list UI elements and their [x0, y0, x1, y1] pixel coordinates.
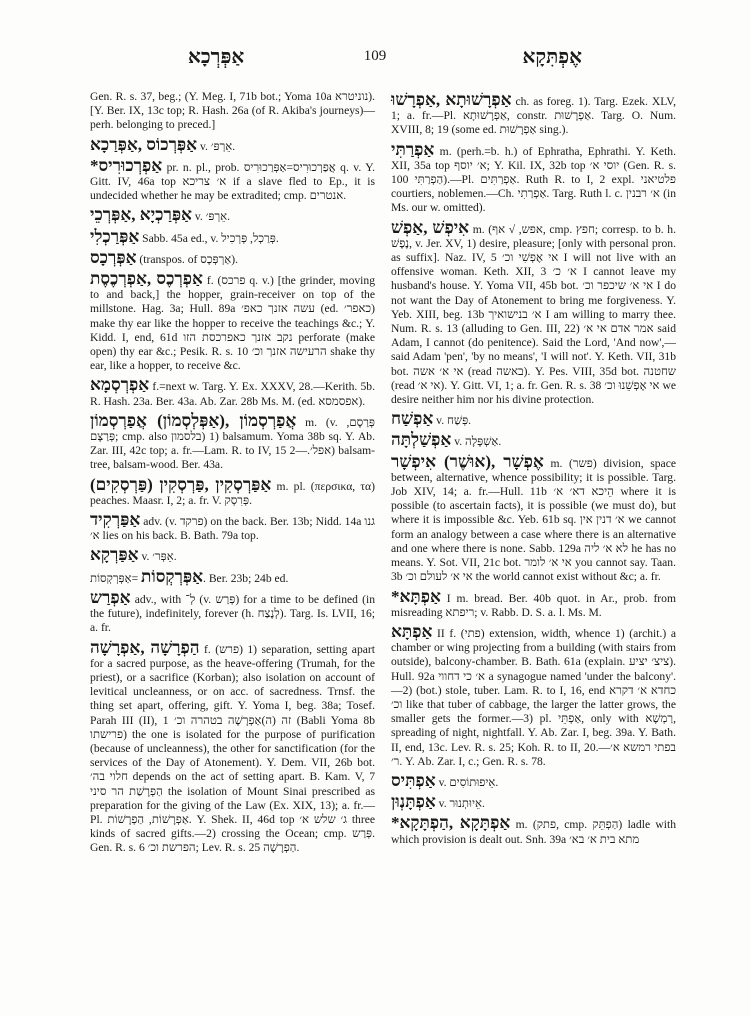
left-column	[90, 90, 375, 858]
dictionary-entry	[391, 140, 676, 216]
entry-definition: f.=next w. Targ. Y. Ex. XXXV, 28.—Kerith. 5b. R. Hash. 23a. Ber. 43a. Ab. Zar. 28b Ms. M. (ed. אפסמסא).	[90, 380, 375, 408]
entry-headword: אַפְרַתִּי	[391, 139, 435, 159]
dictionary-entry	[90, 375, 375, 408]
entry-headword: *אַפְרְכוּרִיס	[90, 155, 163, 175]
dictionary-entry	[90, 156, 375, 204]
entry-headword: אַפְרְכֶס ,אַפְרְכֶסֶת	[90, 269, 203, 289]
entry-headword: אַפַּרְקָא	[90, 545, 139, 565]
entry-definition: v. אֵפְּר׳.	[141, 550, 177, 564]
entry-headword: אַפְרַש	[90, 587, 131, 607]
entry-headword: אַפְּרְכוֹס ,אַפְּרַכָא	[90, 134, 198, 154]
entry-headword: *אַפְתָּא	[391, 586, 441, 606]
entry-headword: אַפְתָּנְוּן	[391, 792, 436, 812]
dictionary-entry	[391, 771, 676, 790]
entry-headword: אַפַּרְקִיד	[90, 510, 141, 530]
dictionary-entry	[391, 587, 676, 620]
entry-definition: adv. (v. פרקד) on the back. Ber. 13b; Nidd. 14a גנו א׳ lies on his back. B. Bath. 79a top.	[90, 515, 375, 543]
entry-headword: אַפְּרַכְלִי	[90, 226, 140, 246]
dictionary-entry	[391, 452, 676, 585]
entry-definition: m. (אפש, √ אף, cmp. חפץ; corresp. to b. h. נֶפֶשׁ, v. Jer. XV, 1) desire, pleasure; [only with personal pron. as suffix]. Naz. IV, 5 אי אֶפְשִׁי וכ׳ I will not live with an offensive woman. Keth. XII, 3 א׳ כ׳ I cannot leave my husband's house. Y. Yoma VII, 45b bot. אי א׳ שיכפר וכ׳ I do not want the Day of Atonement to bring me forgiveness. Y. Yeb. XIII, beg. 13b א׳ בנישואיך I am willing to marry thee. Num. R. s. 13 (alluding to Gen. III, 22) אמר אדם אי א׳ said Adam, I cannot (do penitence). Said the Lord, 'And now',—said Adam 'pen', 'by no means', 'I will not'. Y. Keth. VII, 31b bot. אי א׳ אשה (read באשה). Y. Pes. VIII, 35d bot. שחטנה (read אי א׳). Y. Gitt. VI, 1; a. fr. Gen. R. s. 38 אי אֶפְשֵׁנוּ וכ׳ we desire neither him nor his divine protection.	[391, 222, 677, 407]
entry-headword: אַפְּרַכְיָא ,אַפְּרְכֵי	[90, 205, 192, 225]
header-right-word: אֶפְתִּקָא	[522, 46, 582, 68]
entry-headword: אֲפַרְסְמוֹן ,(אַפְּלְסְמוֹן) אֲפַרְסְמוֹן	[90, 410, 297, 430]
dictionary-entry	[90, 90, 375, 133]
entry-definition: v. אֵיוּתְנוּר.	[438, 797, 485, 811]
dictionary-entry	[90, 638, 375, 856]
entry-definition: m. (perh.=b. h.) of Ephratha, Ephrathi. Y. Keth. XII, 35a top א׳ יוסף; Y. Kil. IX, 32b top יוסי א׳ (Gen. R. s. 100 הַפְרַתִּי).—Pl. אַפְרַתִּים. Ruth R. to I, 2 expl. פלטיאני courtiers, noblemen.—Ch. אַפְרַתִי. Targ. Ruth l. c. א׳ רבנין (in Ms. our w. omitted).	[391, 144, 676, 215]
entry-definition: m. (פתק, cmp. הַפְתֵּק) ladle with which provision is dealt out. Snh. 39a מתא בית א׳ בא׳	[391, 818, 676, 846]
dictionary-entry	[391, 409, 676, 428]
dictionary-entry	[90, 269, 375, 373]
entry-definition: v. אֵרְפּ׳.	[200, 139, 236, 153]
entry-headword: אַפְתָּא	[391, 621, 433, 641]
entry-headword: אַפְשַׁח	[391, 409, 434, 429]
entry-definition: I m. bread. Ber. 40b quot. in Ar., prob. from misreading ריפתא; v. Rabb. D. S. a. l. Ms. M.	[391, 591, 676, 619]
dictionary-entry	[391, 430, 676, 449]
entry-definition: v. אַשְׁפָּלָה.	[454, 435, 502, 449]
dictionary-entry	[90, 567, 375, 586]
entry-definition: m. (v. פְּרַסָם, פְּרַצָּם; cmp. also בלסמון) 1) balsamum. Yoma 38b sq. Y. Ab. Zar. III, 42c top; a. fr.—Lam. R. to IV, 15 אפל׳.—2) balsam-tree, balsam-wood. Ber. 43a.	[90, 415, 376, 472]
header-left-word: אַפְּרְכָא	[188, 46, 245, 68]
entry-headword: אַפְרָשׁוּתָא ,אַפְרָשׁוּ	[391, 90, 512, 109]
entry-definition: m. (פשר) division, space between, alternative, whence possibility; it is possible. Targ. Job XIV, 14; a. fr.—Hull. 11b הֵיכא דא׳ א׳ where it is possible (to ascertain facts), it is possible (we must do), but where it is impossible &c. Yeb. 61b sq. א׳ דנין אין we cannot form an analogy between a case where there is an alternative and one where there is none. Sabb. 129a לא א׳ ליה he has no means. Y. Sot. VII, 21c bot. אי א׳ לומר you cannot say. Taan. 3b אי א׳ לעולם וכ׳ the world cannot exist without &c; a. fr.	[391, 456, 677, 584]
entry-headword: אַפְּרְקְסוֹת	[141, 566, 204, 586]
entry-headword: אַפְרְסְמָא	[90, 375, 150, 395]
right-column	[391, 90, 676, 849]
dictionary-entry	[90, 545, 375, 564]
dictionary-entry	[90, 475, 375, 508]
entry-definition: (transpos. of אַרְפְּכָס).	[139, 252, 239, 266]
dictionary-entry	[391, 218, 676, 408]
entry-definition: pr. n. pl., prob. אֲפַרְכוּרִיס=אַפְּרַכוּרִיס q. v. Y. Gitt. IV, 46a top א׳ צריכא if a slave fled to Ep., it is undecided whether he may be extradited; cmp. אנטרים.	[90, 160, 375, 203]
dictionary-entry	[90, 510, 375, 543]
dictionary-entry	[90, 411, 375, 473]
dictionary-entry	[90, 588, 375, 636]
entry-headword: אֶפְשָׁר ,(אוּשֶׁר) אִיפְשָׁר	[391, 451, 544, 471]
dictionary-entry	[90, 227, 375, 246]
entry-definition: v. אֵיפוּתוֹסִים.	[438, 775, 499, 789]
entry-headword: (פַּרְסְקִים) אַפַּרְסְקִין ,פַּרְסְקִין	[90, 474, 272, 494]
entry-definition: II f. (פתי) extension, width, whence 1) (archit.) a chamber or wing projecting from a building (with stairs from outside), balcony-chamber. B. Bath. 61a (explain. ציצ׳ יציע). Hull. 92a א׳ כי דחווי a synagogue named 'under the balcony'.—2) (bot.) stole, tuber. Lam. R. to I, 16, end כחדא א׳ דקרא וכ׳ like that tuber of cabbage, the larger the latter grows, the smaller gets the former.—3) pl. אַפְתֵּי, only with רַמְשָׁא, spreading of night, nightfall. Y. Ab. Zar. I, beg. 39a. Y. Bath. II, end, 13c. Lev. R. s. 25; Koh. R. to II, 20.—בפתי רמשא א׳ ר׳. Y. Ab. Zar. I, c.; Gen. R. s. 78.	[391, 626, 677, 768]
dictionary-entry	[90, 205, 375, 224]
entry-definition: Gen. R. s. 37, beg.; (Y. Meg. I, 71b bot.; Yoma 10a נוניטרא). [Y. Ber. IX, 13c top; R. Hash. 26a (of R. Akiba's journeys)—perh. belonging to preced.]	[90, 90, 375, 132]
entry-headword: *אַפְתָּקָא ,הַפְתָּקָא	[391, 813, 511, 833]
entry-definition: adv., with לְ־ (v. פְּרַש) for a time to be defined (in the future), indefinitely, forever (h. לְנֶצַח). Targ. Is. LVII, 16; a. fr.	[90, 592, 375, 635]
entry-definition: v. פְּשַׁח.	[436, 414, 472, 428]
dictionary-entry	[90, 248, 375, 267]
entry-headword: אַפְשַׁלְתָּה	[391, 430, 452, 450]
dictionary-entry	[391, 622, 676, 769]
entry-definition: f. (פרכס q. v.) [the grinder, moving to and back,] the hopper, grain-receiver on top of the millstone. Hag. 3a; Hull. 89a עשה אזנך כאפ׳ (ed. כאפר׳) make thy ear like the hopper to receive the teachings &c.; Y. Kidd. I, end, 61d נקב אזנך כאפרכסת הזו perforate (make open) thy ear &c.; Pesik. R. s. 10 הרעישה אזנך וכ׳ shake thy ear, like a hopper, to receive &c.	[90, 274, 375, 373]
page-header	[88, 46, 662, 72]
entry-definition: m. pl. (περσικα, τα) peaches. Maasr. I, 2; a. fr. V. פְּרִסְק.	[90, 479, 375, 507]
entry-headword: הַפְרָשָׁה ,אַפְרָשָׁה	[90, 637, 200, 657]
dictionary-entry	[391, 792, 676, 811]
entry-headword: אַפְּרְכָס	[90, 247, 137, 267]
entry-definition: =אַפְּרְקְסוֹת. Ber. 23b; 24b ed.	[90, 571, 289, 585]
entry-headword: אַפְתִּיס	[391, 770, 436, 790]
dictionary-entry	[391, 90, 676, 138]
entry-headword: אִיפְשׁ ,אַפְשׁ	[391, 217, 470, 237]
page-number: 109	[363, 48, 387, 64]
entry-definition: v. אֵרְפּ׳.	[194, 210, 231, 224]
entry-definition: Sabb. 45a ed., v. פְּרַכְל, פְּרְכִיל.	[142, 231, 279, 245]
entry-definition: ch. as foreg. 1). Targ. Ezek. XLV, 1; a. fr.—Pl. אַפְרָשׁוּתָא, constr. אַפְרָשׁוּת. Targ. O. Num. XVIII, 8; 19 (some ed. אַפְרָשׁוּת sing.).	[391, 95, 676, 137]
entry-definition: f. (פרש) 1) separation, setting apart for a sacred purpose, as the heave-offering (Trumah, for the priest), or a sacrifice (Korban); also isolation on account of levitical uncleanness, or on acc. of sacredness. Trnsf. the thing set apart, offering, gift. Y. Yoma I, beg. 38a; Tosef. Parah III (II), 1 זה (ה)אַפְרָשָׁה בטהרה וכ׳ (Babli Yoma 8b פרישתו) the one is isolated for the purpose of purification (because of uncleanness), the other for sanctification (for the services of the Day of Atonement). Y. Dem. VII, 26b bot. חלוי בה׳ depends on the act of setting apart. B. Kam. V, 7 הַפְרָשַׁת הר סיני the isolation of Mount Sinai prescribed as preparation for the giving of the Law (Ex. XIX, 13); a. fr.—Pl. אַפְרָשׁוֹת, הַפְרָשׁוֹת. Y. Shek. II, 46d top ג׳ שלש א׳ three kinds of sacred gifts.—2) crossing the Ocean; cmp. פְּרַש. Gen. R. s. 6 הפרשת וכ׳; Lev. R. s. 25 הַפְרָשָׁה.	[90, 642, 376, 855]
dictionary-entry	[90, 135, 375, 154]
dictionary-entry	[391, 813, 676, 846]
